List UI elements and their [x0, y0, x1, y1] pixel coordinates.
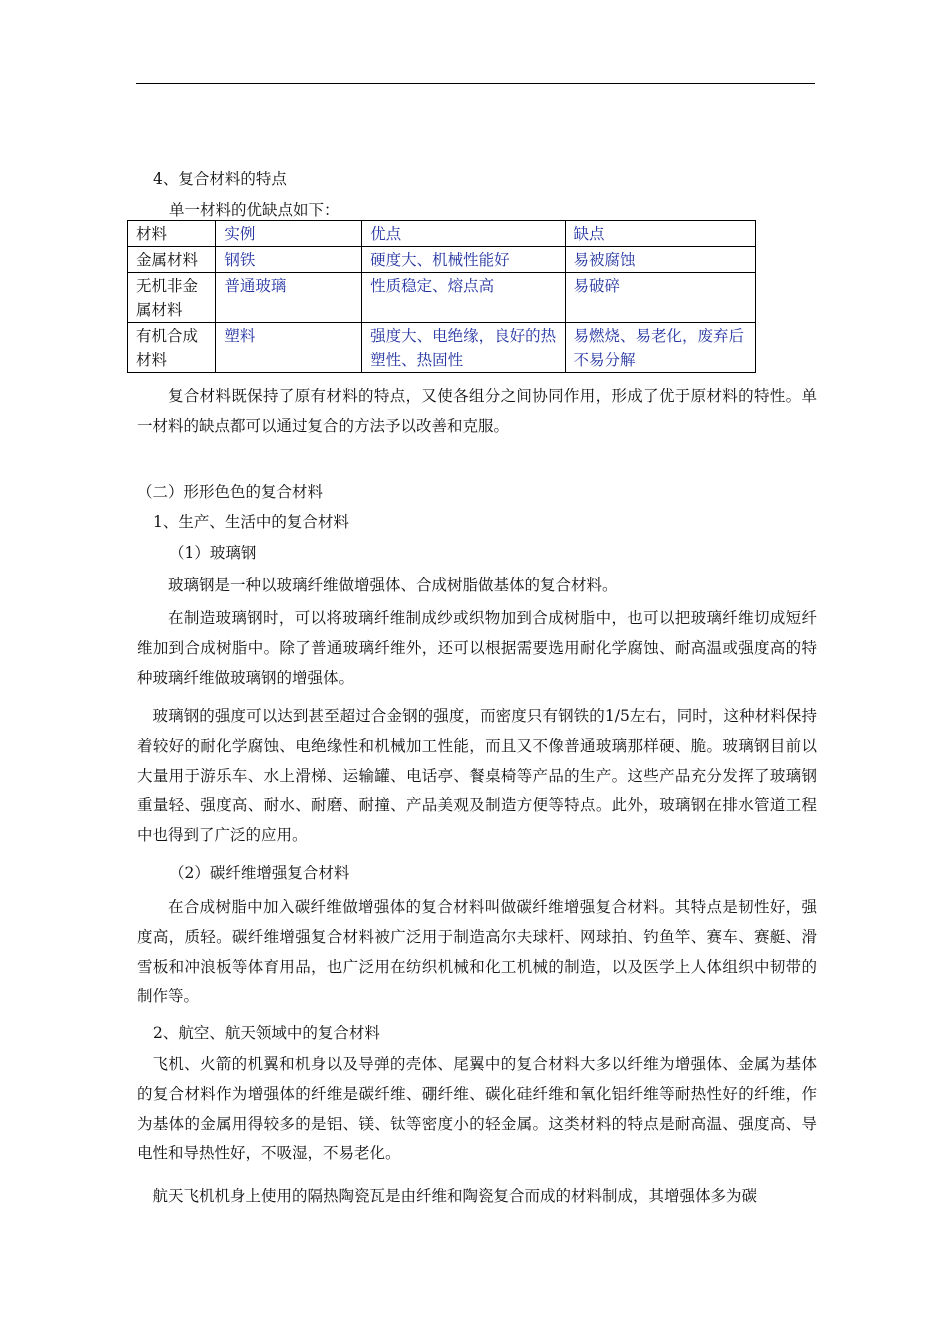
paragraph-aero-1: 飞机、火箭的机翼和机身以及导弹的壳体、尾翼中的复合材料大多以纤维为增强体、金属为基体的复合材料作为增强体的纤维是碳纤维、硼纤维、碳化硅纤维和氧化铝纤维等耐热性好的纤维，作为基体的金属用得较多的是铝、镁、钛等密度小的轻金属。这类材料的特点是耐高温、强度高、导电性和导热性好，不吸湿，不易老化。: [137, 1055, 817, 1163]
subheading-1-1: （1）玻璃钢: [169, 544, 257, 562]
subheading-2: 2、航空、航天领域中的复合材料: [153, 1024, 380, 1042]
cell-disadvantages: 易燃烧、易老化，废弃后不易分解: [565, 323, 756, 373]
table-header-row: [128, 221, 756, 247]
header-material: 材料: [128, 221, 216, 247]
header-advantages: 优点: [362, 221, 565, 247]
cell-material: 金属材料: [128, 247, 216, 273]
cell-example: 普通玻璃: [216, 273, 362, 323]
header-rule: [136, 83, 815, 84]
header-example: 实例: [216, 221, 362, 247]
cell-example: 塑料: [216, 323, 362, 373]
cell-example: 钢铁: [216, 247, 362, 273]
cell-advantages: 强度大、电绝缘，良好的热塑性、热固性: [362, 323, 565, 373]
cell-advantages: 性质稳定、熔点高: [362, 273, 565, 323]
paragraph-composite: 复合材料既保持了原有材料的特点，又使各组分之间协同作用，形成了优于原材料的特性。单一材料的缺点都可以通过复合的方法予以改善和克服。: [137, 387, 817, 435]
paragraph-glass-2: 在制造玻璃钢时，可以将玻璃纤维制成纱或织物加到合成树脂中，也可以把玻璃纤维切成短纤维加到合成树脂中。除了普通玻璃纤维外，还可以根据需要选用耐化学腐蚀、耐高温或强度高的特种玻璃纤维做玻璃钢的增强体。: [137, 609, 817, 687]
header-disadvantages: 缺点: [565, 221, 756, 247]
cell-advantages: 硬度大、机械性能好: [362, 247, 565, 273]
table-row: [128, 247, 756, 273]
paragraph-carbon: 在合成树脂中加入碳纤维做增强体的复合材料叫做碳纤维增强复合材料。其特点是韧性好，强度高，质轻。碳纤维增强复合材料被广泛用于制造高尔夫球杆、网球拍、钓鱼竿、赛车、赛艇、滑雪板和冲浪板等体育用品，也广泛用在纺织机械和化工机械的制造，以及医学上人体组织中韧带的制作等。: [137, 898, 817, 1006]
paragraph-glass-3: 玻璃钢的强度可以达到甚至超过合金钢的强度，而密度只有钢铁的1/5左右，同时，这种材料保持着较好的耐化学腐蚀、电绝缘性和机械加工性能，而且又不像普通玻璃那样硬、脆。玻璃钢目前以大量用于游乐车、水上滑梯、运输罐、电话亭、餐桌椅等产品的生产。这些产品充分发挥了玻璃钢重量轻、强度高、耐水、耐磨、耐撞、产品美观及制造方便等特点。此外，玻璃钢在排水管道工程中也得到了广泛的应用。: [137, 707, 817, 845]
subheading-1: 1、生产、生活中的复合材料: [153, 513, 349, 531]
cell-material: 无机非金属材料: [128, 273, 216, 323]
paragraph-aero-2: 航天飞机机身上使用的隔热陶瓷瓦是由纤维和陶瓷复合而成的材料制成，其增强体多为碳: [152, 1187, 758, 1205]
table-row: [128, 323, 756, 373]
paragraph-glass-1: 玻璃钢是一种以玻璃纤维做增强体、合成树脂做基体的复合材料。: [168, 576, 618, 594]
table-intro: 单一材料的优缺点如下：: [169, 201, 340, 219]
section-heading-2: （二）形形色色的复合材料: [137, 483, 324, 501]
table-row: [128, 273, 756, 323]
cell-disadvantages: 易被腐蚀: [565, 247, 756, 273]
cell-disadvantages: 易破碎: [565, 273, 756, 323]
subheading-1-2: （2）碳纤维增强复合材料: [169, 864, 350, 882]
cell-material: 有机合成材料: [128, 323, 216, 373]
section-heading-4: 4、复合材料的特点: [153, 170, 287, 188]
materials-table: [127, 220, 756, 373]
